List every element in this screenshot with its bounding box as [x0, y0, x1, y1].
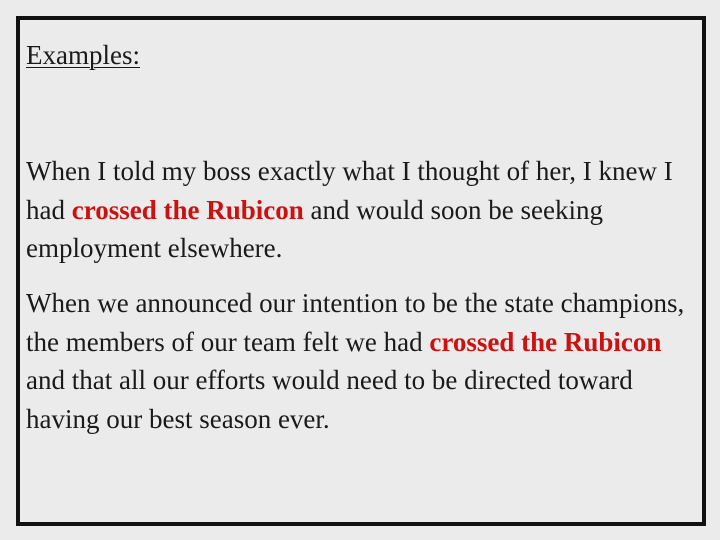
example-paragraph-1 — [26, 152, 698, 268]
examples-heading: Examples: — [26, 40, 140, 70]
example-1-text-after: and would soon be seeking employment elsewhere. — [26, 194, 603, 263]
example-paragraph-2 — [26, 284, 698, 438]
example-1-highlighted-phrase: crossed the Rubicon — [71, 194, 304, 225]
example-2-text-before: When we announced our intention to be the state champions, the members of our team felt we had — [26, 288, 685, 357]
example-2-highlighted-phrase: crossed the Rubicon — [429, 326, 662, 357]
example-2-text-after: and that all our efforts would need to be directed toward having our best season ever. — [26, 365, 633, 434]
slide-border-frame — [16, 16, 706, 526]
example-1-text-before: When I told my boss exactly what I thought of her, I knew I had — [26, 156, 673, 225]
